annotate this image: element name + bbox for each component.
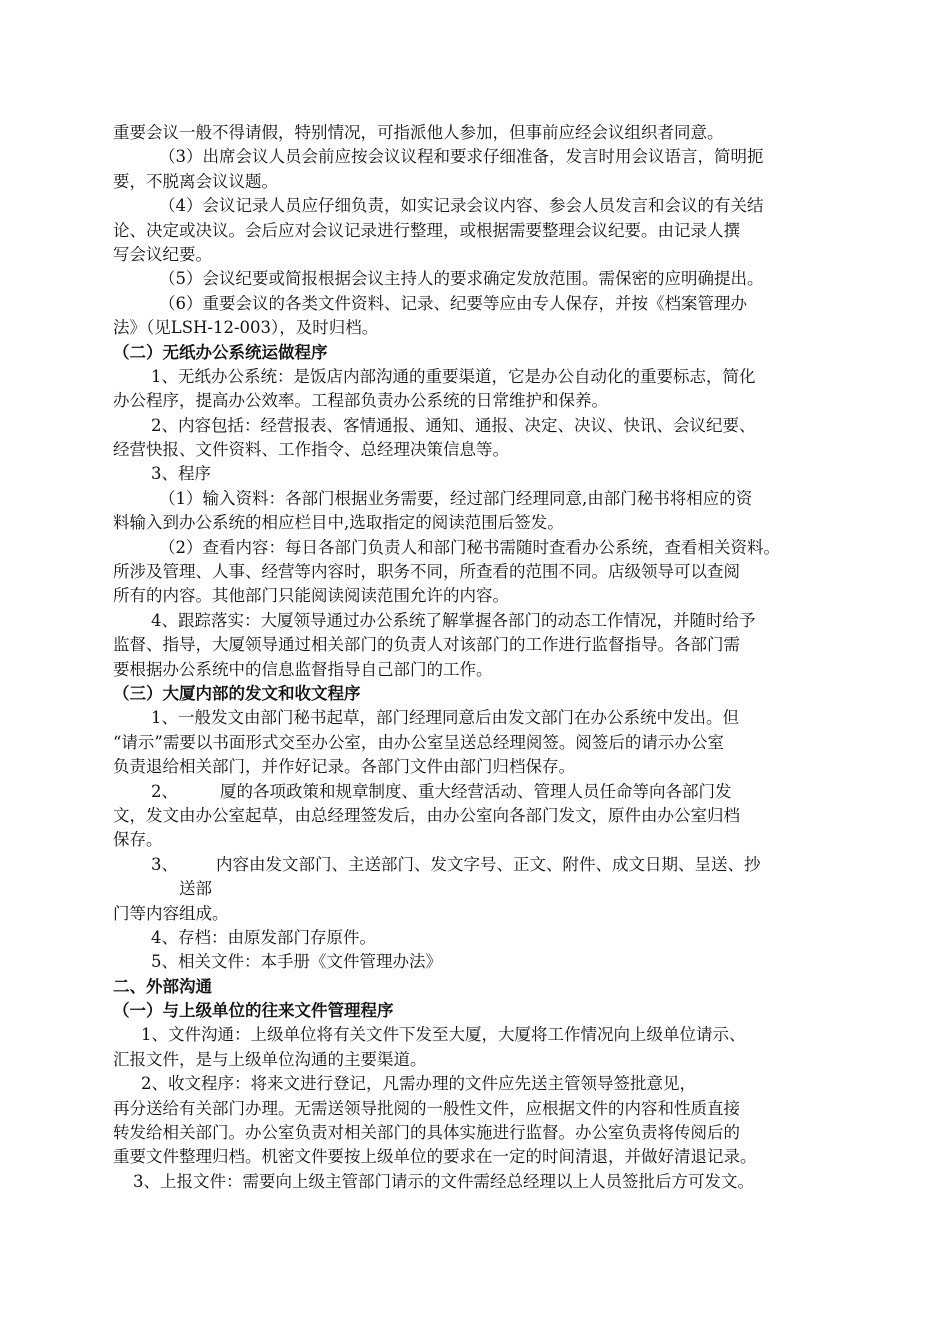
text-line: 保存。: [113, 830, 163, 850]
section-heading: （二）无纸办公系统运做程序: [113, 342, 328, 362]
text-line: 重要会议一般不得请假，特别情况，可指派他人参加，但事前应经会议组织者同意。: [113, 123, 724, 142]
text-line: 门等内容组成。: [113, 903, 229, 923]
text-line: （4）会议记录人员应仔细负责，如实记录会议内容、参会人员发言和会议的有关结: [159, 196, 764, 216]
text-line: 要，不脱离会议议题。: [113, 171, 278, 191]
text-line: （3）出席会议人员会前应按会议议程和要求仔细准备，发言时用会议语言，简明扼: [159, 147, 764, 167]
text-line: 所涉及管理、人事、经营等内容时，职务不同，所查看的范围不同。店级领导可以查阅: [113, 562, 740, 582]
text-line-split2: [113, 853, 865, 877]
section-heading: （三）大厦内部的发文和收文程序: [113, 683, 361, 703]
text-line: “请示”需要以书面形式交至办公室，由办公室呈送总经理阅签。阅签后的请示办公室: [113, 732, 724, 752]
text-line: 3、程序: [151, 464, 211, 484]
text-line: 转发给相关部门。办公室负责对相关部门的具体实施进行监督。办公室负责将传阅后的: [113, 1123, 740, 1143]
text-line: 论、决定或决议。会后应对会议记录进行整理，或根据需要整理会议纪要。由记录人撰: [113, 220, 740, 240]
text-line: 5、相关文件：本手册《文件管理办法》: [151, 952, 442, 972]
text-line: （6）重要会议的各类文件资料、记录、纪要等应由专人保存，并按《档案管理办: [159, 293, 747, 313]
text-line: 1、一般发文由部门秘书起草，部门经理同意后由发文部门在办公系统中发出。但: [151, 708, 739, 728]
text-line: 送部: [179, 879, 212, 899]
text-line-split1: [113, 780, 865, 804]
section-heading: 二、外部沟通: [113, 976, 212, 996]
text-line: 要根据办公系统中的信息监督指导自己部门的工作。: [113, 659, 493, 679]
text-line: 所有的内容。其他部门只能阅读阅读范围允许的内容。: [113, 586, 509, 606]
text-line: 1、文件沟通：上级单位将有关文件下发至大厦，大厦将工作情况向上级单位请示、: [141, 1025, 746, 1045]
split2-text: 内容由发文部门、主送部门、发文字号、正文、附件、成文日期、呈送、抄: [216, 854, 761, 874]
text-line: 汇报文件，是与上级单位沟通的主要渠道。: [113, 1049, 427, 1069]
text-line: 办公程序，提高办公效率。工程部负责办公系统的日常维护和保养。: [113, 391, 608, 411]
text-line: 再分送给有关部门办理。无需送领导批阅的一般性文件，应根据文件的内容和性质直接: [113, 1098, 740, 1118]
text-line: （1）输入资料：各部门根据业务需要，经过部门经理同意,由部门秘书将相应的资: [159, 488, 753, 508]
text-line: 经营快报、文件资料、工作指令、总经理决策信息等。: [113, 440, 509, 460]
split1-text: 厦的各项政策和规章制度、重大经营活动、管理人员任命等向各部门发: [220, 781, 732, 801]
text-line: 3、上报文件：需要向上级主管部门请示的文件需经总经理以上人员签批后方可发文。: [133, 1171, 754, 1191]
split2-number: 3、: [151, 854, 178, 874]
text-line: 2、收文程序：将来文进行登记，凡需办理的文件应先送主管领导签批意见，: [141, 1074, 696, 1094]
text-line: 监督、指导，大厦领导通过相关部门的负责人对该部门的工作进行监督指导。各部门需: [113, 635, 740, 655]
text-line: （5）会议纪要或简报根据会议主持人的要求确定发放范围。需保密的应明确提出。: [159, 269, 764, 289]
text-line: 料输入到办公系统的相应栏目中,选取指定的阅读范围后签发。: [113, 513, 564, 533]
text-line: （2）查看内容：每日各部门负责人和部门秘书需随时查看办公系统，查看相关资料。: [159, 537, 780, 557]
text-line: 重要文件整理归档。机密文件要按上级单位的要求在一定的时间清退，并做好清退记录。: [113, 1147, 757, 1167]
section-heading: （一）与上级单位的往来文件管理程序: [113, 1001, 394, 1021]
text-line: 4、存档：由原发部门存原件。: [151, 927, 376, 947]
split1-number: 2、: [151, 781, 178, 801]
text-line: 2、内容包括：经营报表、客情通报、通知、通报、决定、决议、快讯、会议纪要、: [151, 415, 756, 435]
text-line: 4、跟踪落实：大厦领导通过办公系统了解掌握各部门的动态工作情况，并随时给予: [151, 610, 756, 630]
text-line: 法》（见LSH-12-003），及时归档。: [113, 318, 379, 338]
text-line: 文，发文由办公室起草，由总经理签发后，由办公室向各部门发文，原件由办公室归档: [113, 805, 740, 825]
text-line: 负责退给相关部门，并作好记录。各部门文件由部门归档保存。: [113, 757, 575, 777]
text-line: 写会议纪要。: [113, 244, 212, 264]
text-line: 1、无纸办公系统：是饭店内部沟通的重要渠道，它是办公自动化的重要标志，简化: [151, 366, 756, 386]
document-body: [113, 121, 865, 1194]
